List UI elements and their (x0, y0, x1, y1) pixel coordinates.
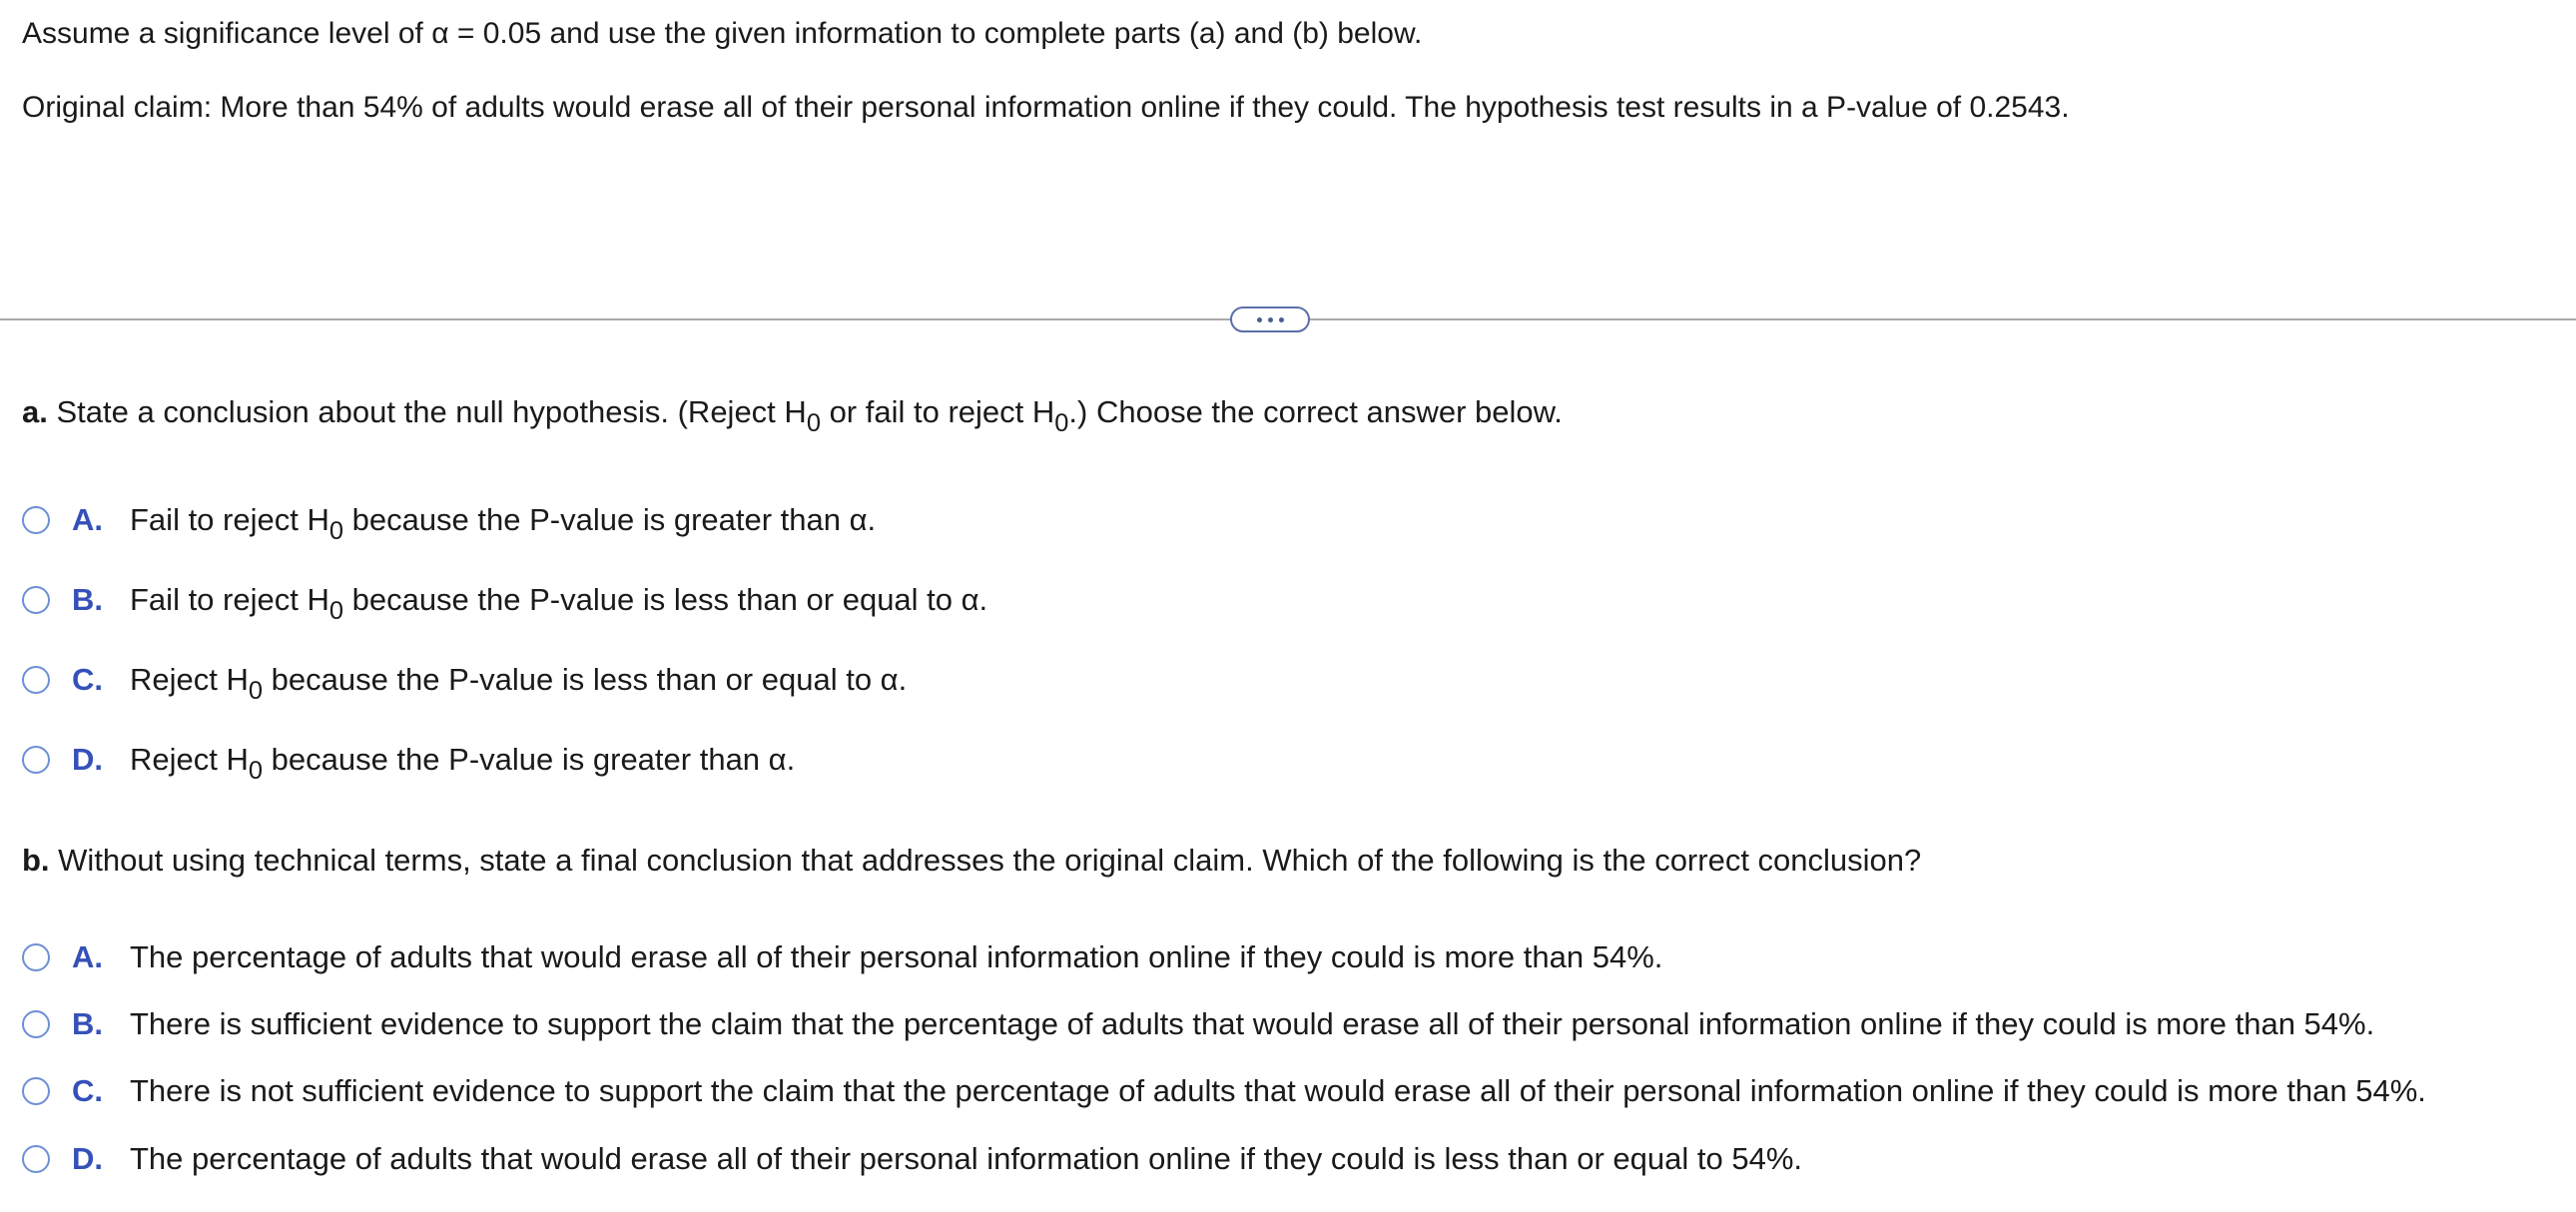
question-a-subscript-2: 0 (1054, 408, 1069, 437)
radio-button[interactable] (22, 506, 50, 534)
question-a-text-1: State a conclusion about the null hypothesis. (Reject H (47, 394, 807, 429)
intro-prefix: Assume a significance level of (22, 17, 432, 50)
option-text (130, 662, 908, 705)
answer-a-option-c[interactable] (22, 658, 908, 705)
option-text: The percentage of adults that would erase all of their personal information online if they could is more than 54%. (130, 939, 1663, 974)
option-text-post: because the P-value is less than or equal to α. (342, 582, 988, 617)
question-a-subscript: 0 (806, 408, 821, 437)
answer-a-option-b[interactable] (22, 578, 988, 625)
option-text: There is sufficient evidence to support the claim that the percentage of adults that would erase all of their personal information online if they could is more than 54%. (130, 1006, 2375, 1041)
option-text: The percentage of adults that would erase all of their personal information online if they could is less than or equal to 54%. (130, 1141, 1802, 1176)
question-b-text: Without using technical terms, state a final conclusion that addresses the original claim. Which of the following is the correct conclusion? (49, 843, 1922, 878)
answer-a-option-d[interactable] (22, 738, 796, 785)
question-a-label: a. (22, 394, 48, 429)
option-text (130, 742, 796, 785)
option-text-post: because the P-value is less than or equal to α. (263, 662, 908, 697)
radio-button[interactable] (22, 586, 50, 614)
question-a (22, 391, 1563, 437)
option-letter: A. (72, 502, 103, 537)
question-b-label: b. (22, 843, 50, 878)
answer-b-option-d[interactable] (22, 1137, 1802, 1181)
ellipsis-icon (1257, 317, 1284, 322)
option-subscript: 0 (248, 756, 264, 785)
option-letter: D. (72, 1141, 103, 1176)
option-letter: C. (72, 662, 103, 697)
option-text-pre: Fail to reject H (130, 582, 329, 617)
more-options-button[interactable] (1230, 306, 1310, 332)
answer-b-option-b[interactable] (22, 1002, 2374, 1046)
option-subscript: 0 (328, 516, 343, 545)
radio-button[interactable] (22, 1010, 50, 1038)
option-letter: A. (72, 939, 103, 974)
question-b (22, 840, 1921, 882)
option-letter: C. (72, 1073, 103, 1108)
option-text-post: because the P-value is greater than α. (263, 742, 796, 777)
radio-button[interactable] (22, 1077, 50, 1105)
option-subscript: 0 (328, 596, 343, 625)
option-letter: D. (72, 742, 103, 777)
option-text: There is not sufficient evidence to support the claim that the percentage of adults that would erase all of their personal information online if they could is more than 54%. (130, 1073, 2426, 1108)
answer-b-option-c[interactable] (22, 1069, 2426, 1113)
radio-button[interactable] (22, 943, 50, 971)
option-text (130, 582, 988, 625)
option-letter: B. (72, 582, 103, 617)
alpha-value: α = 0.05 (431, 17, 542, 50)
question-a-text-2: or fail to reject H (820, 394, 1055, 429)
intro-text (22, 14, 1422, 54)
question-a-text-3: .) Choose the correct answer below. (1068, 394, 1563, 429)
option-text-pre: Reject H (130, 662, 249, 697)
intro-suffix: and use the given information to complete parts (a) and (b) below. (541, 17, 1423, 50)
option-text-post: because the P-value is greater than α. (342, 502, 877, 537)
radio-button[interactable] (22, 666, 50, 694)
radio-button[interactable] (22, 746, 50, 774)
option-text-pre: Fail to reject H (130, 502, 329, 537)
original-claim: Original claim: More than 54% of adults would erase all of their personal information online if they could. The hypothesis test results in a P-value of 0.2543. (22, 91, 2070, 124)
option-subscript: 0 (248, 676, 264, 705)
option-text (130, 502, 877, 545)
radio-button[interactable] (22, 1145, 50, 1173)
option-text-pre: Reject H (130, 742, 249, 777)
option-letter: B. (72, 1006, 103, 1041)
answer-a-option-a[interactable] (22, 498, 877, 545)
answer-b-option-a[interactable] (22, 935, 1662, 979)
